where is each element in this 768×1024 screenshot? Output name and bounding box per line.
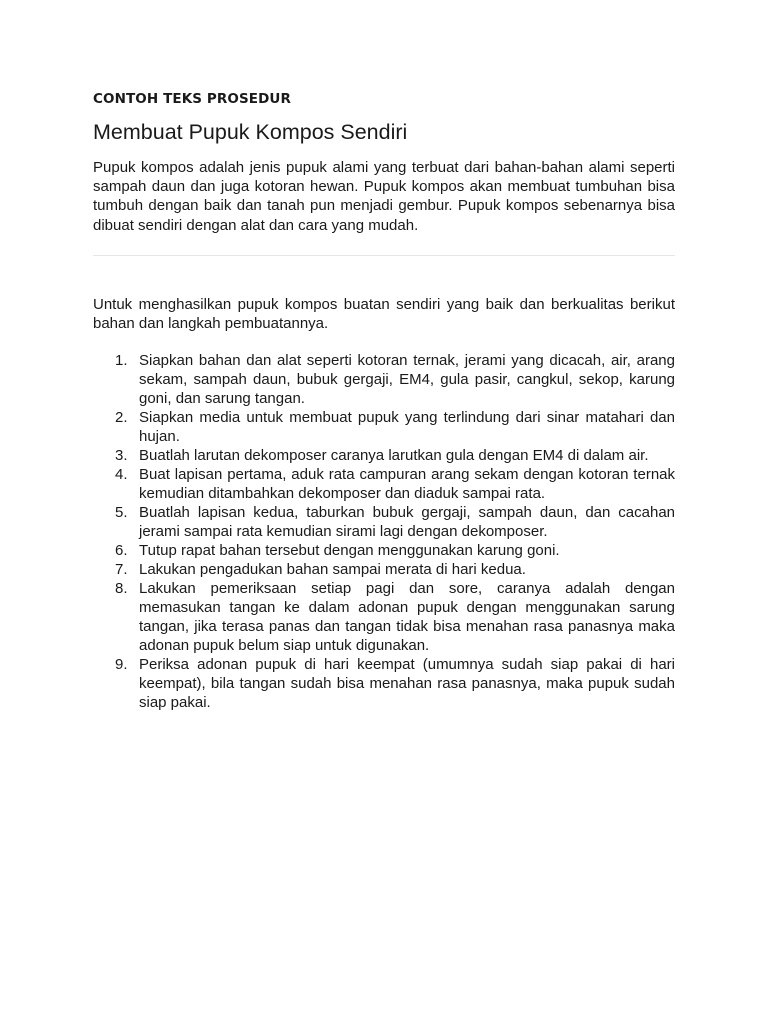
step-text: Buat lapisan pertama, aduk rata campuran arang sekam dengan kotoran ternak kemudian ditambahkan dekomposer dan diaduk sampai rata. bbox=[139, 466, 675, 503]
step-text: Siapkan media untuk membuat pupuk yang terlindung dari sinar matahari dan hujan. bbox=[139, 409, 675, 446]
step-number: 9. bbox=[115, 656, 128, 674]
step-number: 4. bbox=[115, 466, 128, 484]
document-content bbox=[93, 88, 675, 712]
intro-paragraph: Pupuk kompos adalah jenis pupuk alami yang terbuat dari bahan-bahan alami seperti sampah daun dan juga kotoran hewan. Pupuk kompos akan membuat tumbuhan bisa tumbuh dengan baik dan tanah pun menjadi gembur. Pupuk kompos sebenarnya bisa dibuat sendiri dengan alat dan cara yang mudah. bbox=[93, 159, 675, 234]
document-title: Membuat Pupuk Kompos Sendiri bbox=[93, 120, 408, 144]
list-item bbox=[93, 408, 675, 446]
list-item bbox=[93, 446, 675, 465]
lead-paragraph: Untuk menghasilkan pupuk kompos buatan sendiri yang baik dan berkualitas berikut bahan dan langkah pembuatannya. bbox=[93, 295, 675, 333]
step-text: Buatlah larutan dekomposer caranya larutkan gula dengan EM4 di dalam air. bbox=[139, 447, 649, 465]
list-item bbox=[93, 541, 675, 560]
step-number: 3. bbox=[115, 447, 128, 465]
list-item bbox=[93, 655, 675, 712]
step-text: Lakukan pengadukan bahan sampai merata di hari kedua. bbox=[139, 561, 526, 579]
list-item bbox=[93, 503, 675, 541]
list-item bbox=[93, 351, 675, 408]
step-text: Buatlah lapisan kedua, taburkan bubuk gergaji, sampah daun, dan cacahan jerami sampai rata kemudian sirami lagi dengan dekomposer. bbox=[139, 504, 675, 541]
step-number: 8. bbox=[115, 580, 128, 598]
list-item bbox=[93, 560, 675, 579]
step-text: Tutup rapat bahan tersebut dengan menggunakan karung goni. bbox=[139, 542, 560, 560]
step-text: Siapkan bahan dan alat seperti kotoran ternak, jerami yang dicacah, air, arang sekam, sampah daun, bubuk gergaji, EM4, gula pasir, cangkul, sekop, karung goni, dan sarung tangan. bbox=[139, 352, 675, 408]
step-text: Periksa adonan pupuk di hari keempat (umumnya sudah siap pakai di hari keempat), bila tangan sudah bisa menahan rasa panasnya, maka pupuk sudah siap pakai. bbox=[139, 656, 675, 712]
step-number: 5. bbox=[115, 504, 128, 522]
document-label: CONTOH TEKS PROSEDUR bbox=[93, 91, 291, 107]
steps-list bbox=[93, 351, 675, 712]
step-number: 7. bbox=[115, 561, 128, 579]
list-item bbox=[93, 465, 675, 503]
step-text: Lakukan pemeriksaan setiap pagi dan sore, caranya adalah dengan memasukan tangan ke dalam adonan pupuk dengan menggunakan sarung tangan, jika terasa panas dan tangan tidak bisa menahan rasa panasnya maka adonan pupuk belum siap untuk digunakan. bbox=[139, 580, 675, 655]
step-number: 6. bbox=[115, 542, 128, 560]
horizontal-divider bbox=[93, 255, 675, 256]
step-number: 2. bbox=[115, 409, 128, 427]
step-number: 1. bbox=[115, 352, 128, 370]
list-item bbox=[93, 579, 675, 655]
